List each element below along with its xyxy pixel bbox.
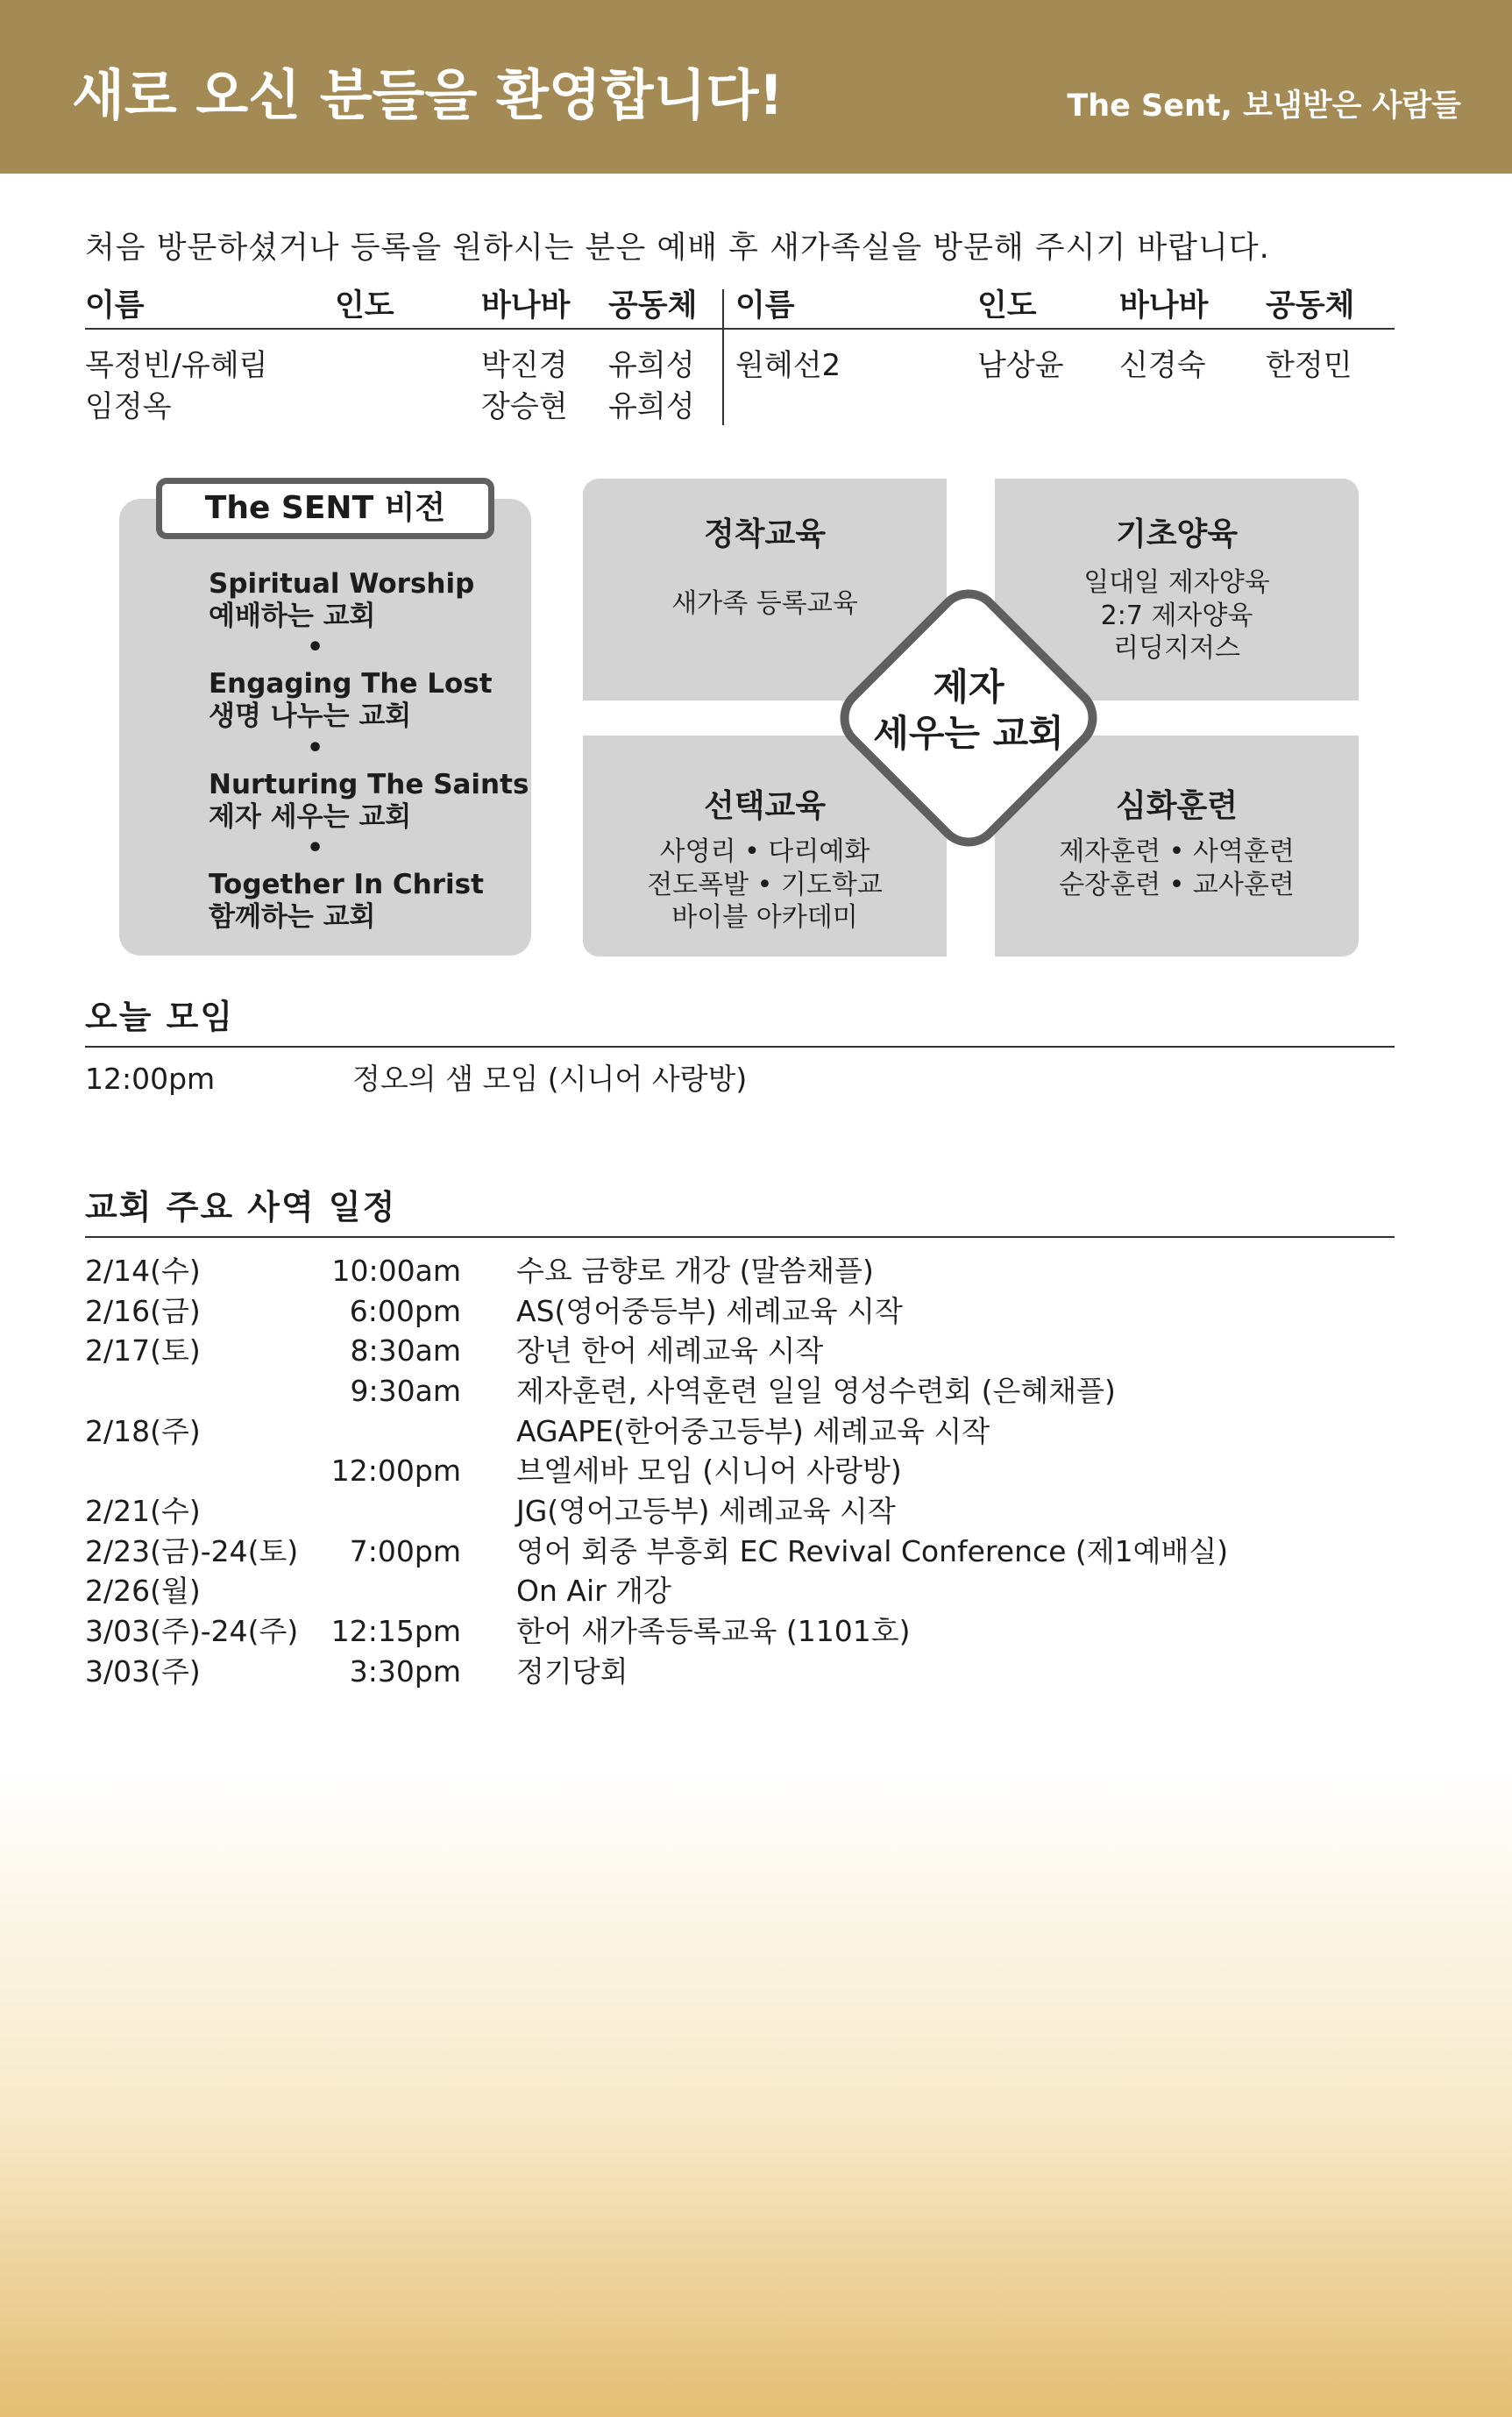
- header-banner: [0, 0, 1512, 174]
- newcomers-table: [85, 289, 1395, 425]
- header-subtitle: The Sent, 보냄받은 사람들: [1067, 89, 1461, 124]
- cell-community: 유희성: [608, 389, 695, 424]
- vision-title: The SENT 비전: [156, 478, 494, 539]
- quadrant-line: 일대일 제자양육: [1083, 567, 1270, 598]
- quadrant-text: [995, 835, 1359, 901]
- quadrant-line: 2:7 제자양육: [1100, 600, 1253, 631]
- schedule-time: 12:15pm: [330, 1614, 461, 1648]
- schedule-event: 한어 새가족등록교육 (1101호): [516, 1614, 911, 1648]
- vision-item-ko: 제자 세우는 교회: [209, 801, 412, 834]
- today-section-title: 오늘 모임: [85, 998, 235, 1036]
- quadrant-title: 심화훈련: [1115, 788, 1239, 824]
- quadrant-line: 순장훈련 • 교사훈련: [1059, 869, 1295, 900]
- vision-item-en: Nurturing The Saints: [209, 769, 529, 800]
- schedule-date: 3/03(주): [85, 1654, 201, 1688]
- cell-barnabas: 신경숙: [1119, 348, 1206, 383]
- cell-barnabas: 박진경: [481, 348, 568, 383]
- vision-item: [209, 769, 529, 834]
- table-divider: [722, 289, 724, 425]
- header-name: 이름: [85, 288, 145, 323]
- quadrant-title: 정착교육: [703, 516, 827, 552]
- vision-item: [209, 869, 484, 934]
- quadrant-line: 새가족 등록교육: [671, 588, 858, 619]
- vision-item-en: Spiritual Worship: [209, 568, 475, 600]
- section-divider: [85, 1046, 1395, 1048]
- header-barnabas: 바나바: [1119, 288, 1209, 323]
- cell-name: 목정빈/유혜림: [85, 348, 268, 383]
- schedule-time: 6:00pm: [349, 1294, 461, 1328]
- schedule-time: 8:30am: [350, 1333, 461, 1368]
- cell-guide: 남상윤: [977, 348, 1064, 383]
- section-divider: [85, 1236, 1395, 1238]
- center-line: 세우는 교회: [873, 711, 1064, 755]
- bullet-separator: •: [307, 733, 324, 764]
- vision-item: [209, 568, 474, 633]
- cell-name: 원혜선2: [735, 348, 841, 383]
- quadrant-line: 사영리 • 다리예화: [659, 836, 870, 867]
- schedule-event: 정기당회: [516, 1654, 628, 1688]
- schedule-date: 2/23(금)-24(토): [85, 1534, 299, 1568]
- vision-item: [209, 668, 493, 733]
- header-guide: 인도: [335, 288, 394, 323]
- vision-item-en: Together In Christ: [209, 869, 484, 900]
- schedule-event: On Air 개강: [516, 1574, 671, 1608]
- quadrant-title: 기초양육: [1115, 516, 1239, 552]
- quadrant-title: 선택교육: [703, 788, 827, 824]
- schedule-date: 2/26(월): [85, 1574, 201, 1608]
- quadrant-line: 리딩지저스: [1113, 633, 1240, 664]
- page-title: 새로 오신 분들을 환영합니다!: [72, 63, 784, 127]
- vision-item-en: Engaging The Lost: [209, 668, 493, 700]
- schedule-date: 2/14(수): [85, 1254, 201, 1288]
- intro-text: 처음 방문하셨거나 등록을 원하시는 분은 예배 후 새가족실을 방문해 주시기 바랍니다.: [85, 231, 1270, 266]
- schedule-section-title: 교회 주요 사역 일정: [85, 1188, 397, 1226]
- schedule-date: 2/17(토): [85, 1333, 201, 1368]
- schedule-event: 제자훈련, 사역훈련 일일 영성수련회 (은혜채플): [516, 1374, 1116, 1408]
- schedule-event: 브엘세바 모임 (시니어 사랑방): [516, 1454, 902, 1488]
- quadrant-text: [995, 566, 1359, 665]
- schedule-time: 10:00am: [331, 1254, 461, 1288]
- schedule-event: 영어 회중 부흥회 EC Revival Conference (제1예배실): [516, 1534, 1229, 1568]
- bullet-separator: •: [307, 833, 324, 864]
- schedule-date: 2/18(주): [85, 1414, 201, 1448]
- schedule-event: 수요 금향로 개강 (말씀채플): [516, 1254, 874, 1288]
- vision-item-ko: 생명 나누는 교회: [209, 700, 412, 733]
- quadrant-line: 바이블 아카데미: [671, 902, 858, 933]
- schedule-time: 3:30pm: [349, 1654, 461, 1688]
- meeting-time: 12:00pm: [85, 1062, 216, 1096]
- schedule-event: AS(영어중등부) 세례교육 시작: [516, 1294, 903, 1328]
- schedule-date: 2/16(금): [85, 1294, 201, 1328]
- meeting-event: 정오의 샘 모임 (시니어 사랑방): [352, 1062, 748, 1096]
- header-guide: 인도: [977, 288, 1037, 323]
- vision-item-ko: 함께하는 교회: [209, 901, 376, 934]
- header-barnabas: 바나바: [481, 288, 571, 323]
- newcomers-table-header: [85, 289, 1395, 330]
- quadrant-text: [583, 587, 947, 621]
- cell-community: 한정민: [1266, 348, 1352, 383]
- cell-community: 유희성: [608, 348, 695, 383]
- schedule-time: 9:30am: [350, 1374, 461, 1408]
- header-name: 이름: [735, 288, 795, 323]
- schedule-date: 2/21(수): [85, 1494, 201, 1528]
- quadrant-text: [583, 835, 947, 935]
- schedule-time: 12:00pm: [330, 1454, 461, 1488]
- bullet-separator: •: [307, 632, 324, 663]
- schedule-time: 7:00pm: [349, 1534, 461, 1568]
- diagram-center-label: [841, 665, 1096, 757]
- quadrant-line: 전도폭발 • 기도학교: [647, 869, 883, 900]
- center-line: 제자: [933, 665, 1004, 708]
- header-community: 공동체: [608, 288, 698, 323]
- header-community: 공동체: [1266, 288, 1355, 323]
- schedule-event: 장년 한어 세례교육 시작: [516, 1333, 824, 1368]
- vision-item-ko: 예배하는 교회: [209, 601, 376, 633]
- cell-name: 임정옥: [85, 389, 172, 424]
- schedule-date: 3/03(주)-24(주): [85, 1614, 299, 1648]
- schedule-event: AGAPE(한어중고등부) 세례교육 시작: [516, 1414, 990, 1448]
- cell-barnabas: 장승현: [481, 389, 568, 424]
- quadrant-line: 제자훈련 • 사역훈련: [1059, 836, 1295, 867]
- schedule-event: JG(영어고등부) 세례교육 시작: [516, 1494, 896, 1528]
